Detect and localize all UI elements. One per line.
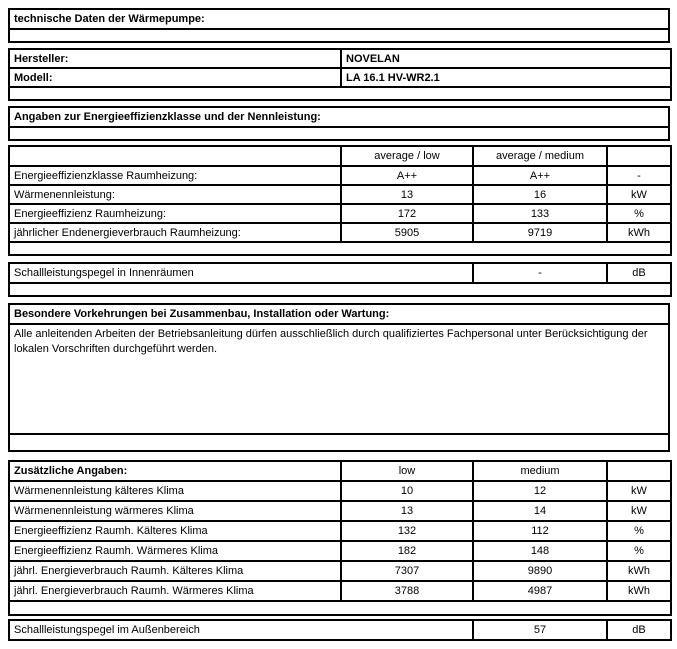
spacer-row bbox=[9, 87, 671, 100]
row-label: Energieeffizienz Raumh. Wärmeres Klima bbox=[9, 541, 341, 561]
unit-column-header bbox=[607, 146, 671, 166]
unit-cell: - bbox=[607, 166, 671, 185]
value-low: 13 bbox=[341, 501, 473, 521]
row-label: jährl. Energieverbrauch Raumh. Wärmeres Klima bbox=[9, 581, 341, 601]
value-low: 7307 bbox=[341, 561, 473, 581]
value-medium: 112 bbox=[473, 521, 607, 541]
table-row bbox=[9, 263, 671, 283]
unit-cell: % bbox=[607, 541, 671, 561]
value-medium: 9719 bbox=[473, 223, 607, 242]
row-label: Energieeffizienz Raumh. Kälteres Klima bbox=[9, 521, 341, 541]
outdoor-sound-value: 57 bbox=[473, 620, 607, 640]
unit-column-header bbox=[607, 461, 671, 481]
empty-cell bbox=[9, 29, 669, 42]
additional-section-heading: Zusätzliche Angaben: bbox=[9, 461, 341, 481]
section-heading-row bbox=[9, 107, 669, 127]
page-title: technische Daten der Wärmepumpe: bbox=[9, 9, 669, 29]
energy-data-table bbox=[8, 145, 672, 256]
value-medium: 12 bbox=[473, 481, 607, 501]
section-heading-row bbox=[9, 304, 669, 324]
value-low: 172 bbox=[341, 204, 473, 223]
value-medium: 14 bbox=[473, 501, 607, 521]
column-header-average-low: average / low bbox=[341, 146, 473, 166]
table-row bbox=[9, 501, 671, 521]
column-header-medium: medium bbox=[473, 461, 607, 481]
unit-cell: kW bbox=[607, 501, 671, 521]
unit-cell: kWh bbox=[607, 223, 671, 242]
spacer-row bbox=[9, 127, 669, 140]
precautions-text: Alle anleitenden Arbeiten der Betriebsanleitung dürfen ausschließlich durch qualifiziertes Fachpersonal unter Berücksichtigung der lokalen Vorschriften durchgeführt werden. bbox=[9, 324, 669, 434]
unit-cell: kW bbox=[607, 185, 671, 204]
table-row bbox=[9, 541, 671, 561]
empty-cell bbox=[9, 601, 671, 615]
table-row bbox=[9, 166, 671, 185]
value-low: 132 bbox=[341, 521, 473, 541]
column-header-row bbox=[9, 146, 671, 166]
model-value: LA 16.1 HV-WR2.1 bbox=[341, 68, 671, 87]
manufacturer-value: NOVELAN bbox=[341, 49, 671, 68]
title-row bbox=[9, 9, 669, 29]
unit-cell: kW bbox=[607, 481, 671, 501]
column-header-row bbox=[9, 461, 671, 481]
table-row bbox=[9, 620, 671, 640]
empty-cell bbox=[9, 127, 669, 140]
precautions-table bbox=[8, 303, 670, 452]
value-medium: A++ bbox=[473, 166, 607, 185]
value-medium: 16 bbox=[473, 185, 607, 204]
energy-section-heading: Angaben zur Energieeffizienzklasse und der Nennleistung: bbox=[9, 107, 669, 127]
value-medium: 133 bbox=[473, 204, 607, 223]
additional-data-table bbox=[8, 460, 672, 616]
identity-table bbox=[8, 48, 672, 101]
empty-cell bbox=[9, 146, 341, 166]
value-medium: 9890 bbox=[473, 561, 607, 581]
indoor-sound-value: - bbox=[473, 263, 607, 283]
row-label: Wärmenennleistung kälteres Klima bbox=[9, 481, 341, 501]
table-row bbox=[9, 481, 671, 501]
outdoor-sound-label: Schallleistungspegel im Außenbereich bbox=[9, 620, 473, 640]
spacer-row bbox=[9, 242, 671, 255]
row-label: Wärmenennleistung: bbox=[9, 185, 341, 204]
value-low: 182 bbox=[341, 541, 473, 561]
unit-cell: % bbox=[607, 521, 671, 541]
table-row bbox=[9, 204, 671, 223]
row-label: jährlicher Endenergieverbrauch Raumheizung: bbox=[9, 223, 341, 242]
value-low: A++ bbox=[341, 166, 473, 185]
row-label: Energieeffizienzklasse Raumheizung: bbox=[9, 166, 341, 185]
column-header-average-medium: average / medium bbox=[473, 146, 607, 166]
spacer-row bbox=[9, 601, 671, 615]
spacer-row bbox=[9, 29, 669, 42]
table-row bbox=[9, 581, 671, 601]
table-row bbox=[9, 324, 669, 434]
unit-cell: kWh bbox=[607, 581, 671, 601]
empty-cell bbox=[9, 283, 671, 296]
indoor-sound-table bbox=[8, 262, 672, 297]
value-medium: 148 bbox=[473, 541, 607, 561]
energy-heading-table bbox=[8, 106, 670, 141]
table-row bbox=[9, 223, 671, 242]
empty-cell bbox=[9, 242, 671, 255]
table-row bbox=[9, 49, 671, 68]
title-table bbox=[8, 8, 670, 43]
outdoor-sound-unit: dB bbox=[607, 620, 671, 640]
indoor-sound-unit: dB bbox=[607, 263, 671, 283]
table-row bbox=[9, 68, 671, 87]
empty-cell bbox=[9, 87, 671, 100]
row-label: jährl. Energieverbrauch Raumh. Kälteres Klima bbox=[9, 561, 341, 581]
table-row bbox=[9, 521, 671, 541]
table-row bbox=[9, 561, 671, 581]
value-medium: 4987 bbox=[473, 581, 607, 601]
precautions-heading: Besondere Vorkehrungen bei Zusammenbau, Installation oder Wartung: bbox=[9, 304, 669, 324]
value-low: 5905 bbox=[341, 223, 473, 242]
indoor-sound-label: Schallleistungspegel in Innenräumen bbox=[9, 263, 473, 283]
spacer-row bbox=[9, 434, 669, 451]
value-low: 3788 bbox=[341, 581, 473, 601]
empty-cell bbox=[9, 434, 669, 451]
column-header-low: low bbox=[341, 461, 473, 481]
unit-cell: kWh bbox=[607, 561, 671, 581]
row-label: Energieeffizienz Raumheizung: bbox=[9, 204, 341, 223]
value-low: 10 bbox=[341, 481, 473, 501]
table-row bbox=[9, 185, 671, 204]
outdoor-sound-table bbox=[8, 619, 672, 641]
spacer-row bbox=[9, 283, 671, 296]
model-label: Modell: bbox=[9, 68, 341, 87]
manufacturer-label: Hersteller: bbox=[9, 49, 341, 68]
unit-cell: % bbox=[607, 204, 671, 223]
row-label: Wärmenennleistung wärmeres Klima bbox=[9, 501, 341, 521]
value-low: 13 bbox=[341, 185, 473, 204]
